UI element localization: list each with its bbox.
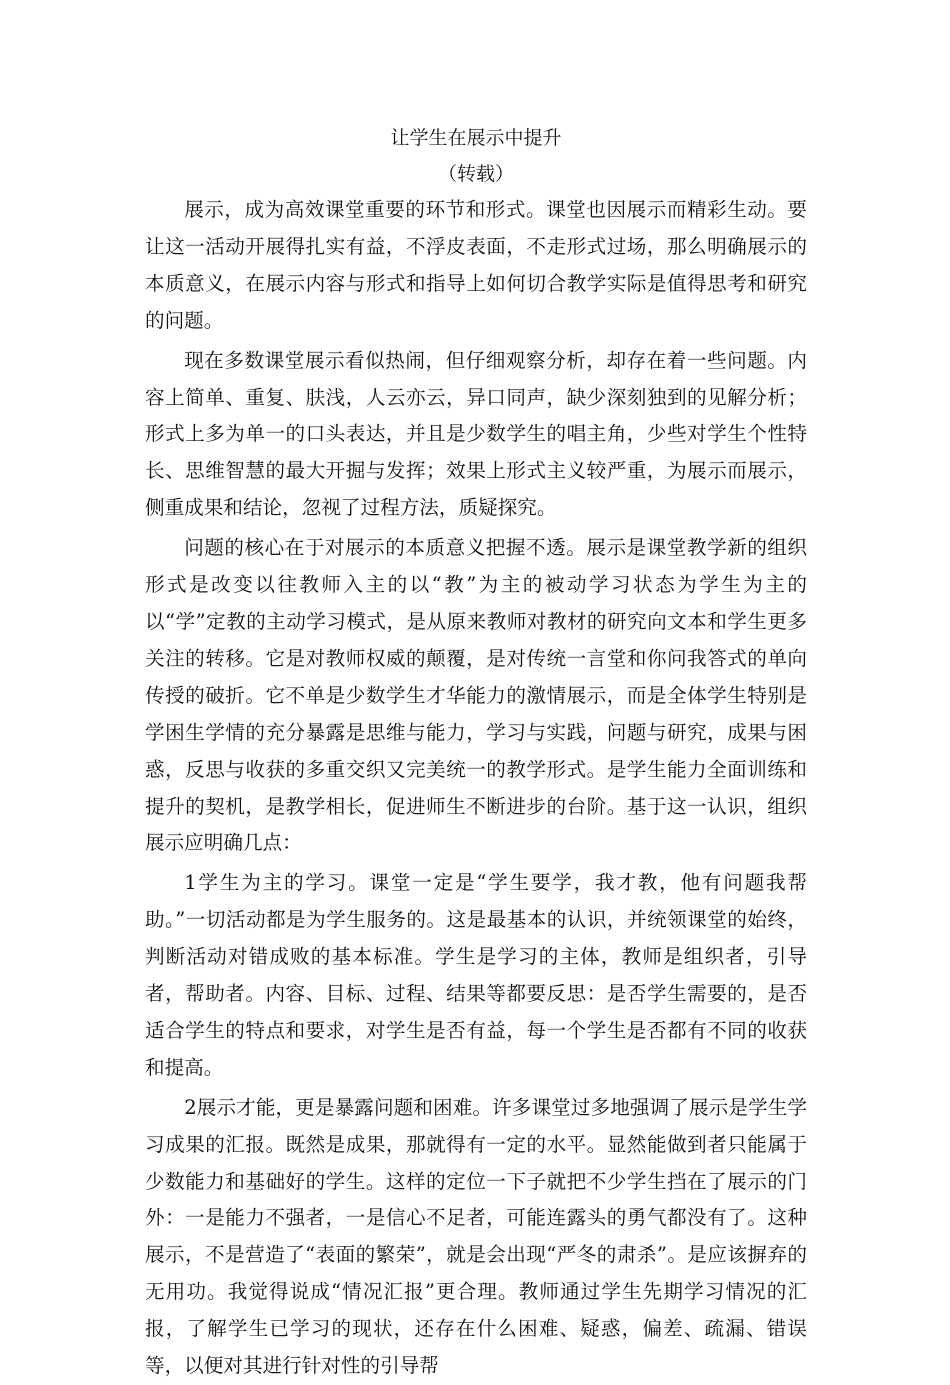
document-body [145,120,807,1385]
paragraph-point-1: 1学生为主的学习。课堂一定是“学生要学，我才教，他有问题我帮助。”一切活动都是为学生服务的。这是最基本的认识，并统领课堂的始终，判断活动对错成败的基本标准。学生是学习的主体，教师是组织者，引导者，帮助者。内容、目标、过程、结果等都要反思：是否学生需要的，是否适合学生的特点和要求，对学生是否有益，每一个学生是否都有不同的收获和提高。 [145,871,807,1079]
document-title: 让学生在展示中提升 [390,127,562,149]
paragraph-problems: 现在多数课堂展示看似热闹，但仔细观察分析，却存在着一些问题。内容上简单、重复、肤浅，人云亦云，异口同声，缺少深刻独到的见解分析；形式上多为单一的口头表达，并且是少数学生的唱主角，少些对学生个性特长、思维智慧的最大开掘与发挥；效果上形式主义较严重，为展示而展示，侧重成果和结论，忽视了过程方法，质疑探究。 [145,348,807,520]
paragraph-core-issue: 问题的核心在于对展示的本质意义把握不透。展示是课堂教学新的组织形式是改变以往教师入主的以“教”为主的被动学习状态为学生为主的以“学”定教的主动学习模式，是从原来教师对教材的研究向文本和学生更多关注的转移。它是对教师权威的颠覆，是对传统一言堂和你问我答式的单向传授的破折。它不单是少数学生才华能力的激情展示，而是全体学生特别是学困生学情的充分暴露是思维与能力，学习与实践，问题与研究，成果与困惑，反思与收获的多重交织又完美统一的教学形式。是学生能力全面训练和提升的契机，是教学相长，促进师生不断进步的台阶。基于这一认识，组织展示应明确几点： [145,536,807,855]
document-subtitle: （转载） [437,163,514,185]
paragraph-intro: 展示，成为高效课堂重要的环节和形式。课堂也因展示而精彩生动。要让这一活动开展得扎实有益，不浮皮表面，不走形式过场，那么明确展示的本质意义，在展示内容与形式和指导上如何切合教学实际是值得思考和研究的问题。 [145,198,807,332]
paragraph-point-2: 2展示才能，更是暴露问题和困难。许多课堂过多地强调了展示是学生学习成果的汇报。既然是成果，那就得有一定的水平。显然能做到者只能属于少数能力和基础好的学生。这样的定位一下子就把不少学生挡在了展示的门外：一是能力不强者，一是信心不足者，可能连露头的勇气都没有了。这种展示，不是营造了“表面的繁荣”，就是会出现“严冬的肃杀”。是应该摒弃的无用功。我觉得说成“情况汇报”更合理。教师通过学生先期学习情况的汇报，了解学生已学习的现状，还存在什么困难、疑惑，偏差、疏漏、错误等，以便对其进行针对性的引导帮 [145,1095,807,1378]
